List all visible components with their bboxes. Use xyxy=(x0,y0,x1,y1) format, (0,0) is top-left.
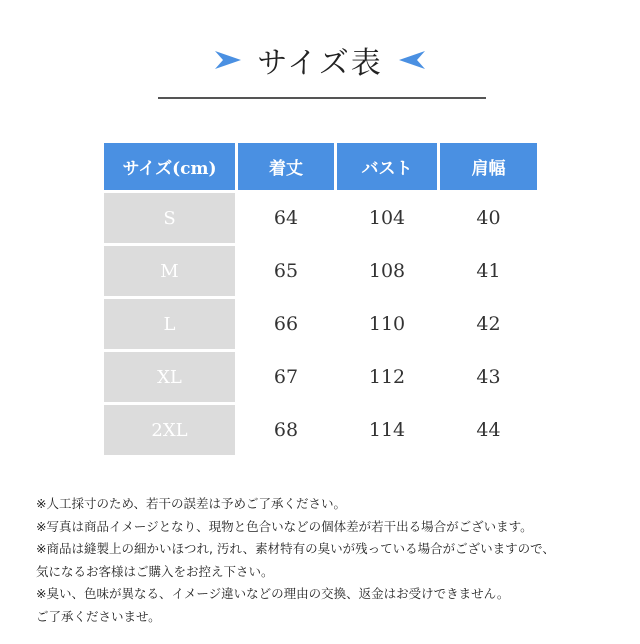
length-value: 66 xyxy=(273,313,299,335)
shoulder-value: 43 xyxy=(476,366,501,388)
table-row xyxy=(104,352,537,402)
length-value: 67 xyxy=(273,366,299,388)
header-shoulder: 肩幅 xyxy=(440,143,537,190)
shoulder-value: 41 xyxy=(476,260,501,282)
header-size: サイズ(cm) xyxy=(104,143,235,190)
note-line: ※臭い、色味が異なる、イメージ違いなどの理由の交換、返金はお受けできません。 xyxy=(36,586,510,601)
table-row xyxy=(104,246,537,296)
table-row xyxy=(104,299,537,349)
title-divider xyxy=(158,97,486,99)
bust-value: 104 xyxy=(368,207,406,229)
size-label: 2XL xyxy=(104,405,235,455)
chevron-left-icon xyxy=(397,48,427,72)
page-title: サイズ表 xyxy=(257,46,383,81)
size-table xyxy=(101,140,540,458)
size-label: XL xyxy=(104,352,235,402)
length-value: 65 xyxy=(273,260,299,282)
length-value: 64 xyxy=(273,207,299,229)
note-line: ご了承くださいませ。 xyxy=(36,608,161,624)
shoulder-value: 42 xyxy=(476,313,501,335)
shoulder-value: 44 xyxy=(476,419,501,441)
length-value: 68 xyxy=(273,419,299,441)
bust-value: 112 xyxy=(368,366,406,388)
note-line: ※写真は商品イメージとなり、現物と色合いなどの個体差が若干出る場合がございます。 xyxy=(36,518,533,534)
page-title-group xyxy=(0,36,640,84)
table-row xyxy=(104,405,537,455)
header-length: 着丈 xyxy=(238,143,334,190)
note-line: 気になるお客様はご購入をお控え下さい。 xyxy=(36,563,274,579)
shoulder-value: 40 xyxy=(476,207,501,229)
note-line: ※人工採寸のため、若干の誤差は予めご了承ください。 xyxy=(36,496,346,511)
note-line: ※商品は縫製上の細かいほつれ, 汚れ、素材特有の臭いが残っている場合がございますので、 xyxy=(36,541,555,556)
table-row xyxy=(104,193,537,243)
size-table-header-row xyxy=(104,143,537,190)
chevron-right-icon xyxy=(213,48,243,72)
bust-value: 108 xyxy=(368,260,406,282)
bust-value: 114 xyxy=(368,419,406,441)
bust-value: 110 xyxy=(368,313,406,335)
size-label: S xyxy=(104,193,235,243)
size-label: L xyxy=(104,299,235,349)
notes-section xyxy=(36,493,626,628)
header-bust: バスト xyxy=(337,143,437,190)
size-label: M xyxy=(104,246,235,296)
